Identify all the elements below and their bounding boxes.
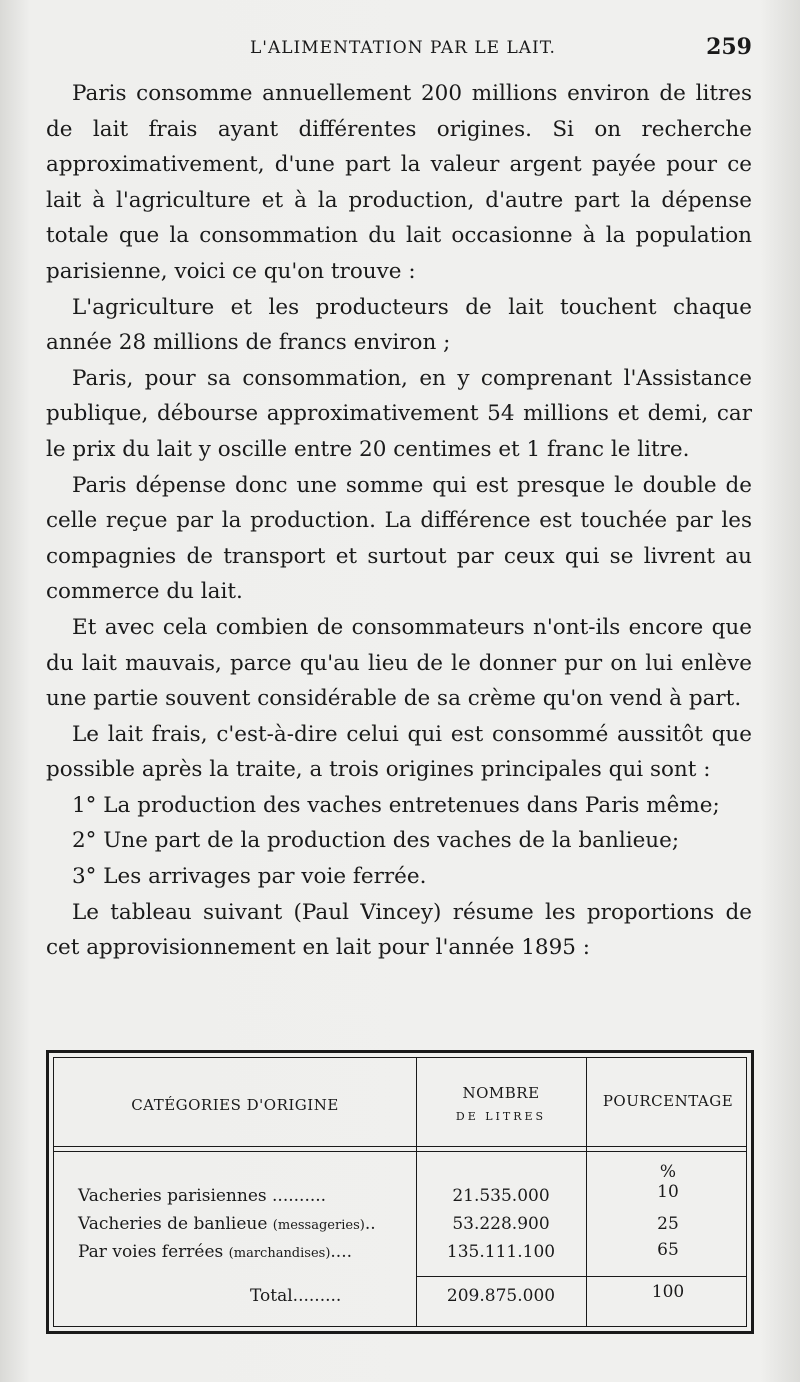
header-divider (54, 1151, 746, 1152)
header-percentage: POURCENTAGE (602, 1092, 734, 1110)
total-litres: 209.875.000 (446, 1286, 556, 1306)
total-divider (416, 1276, 746, 1277)
table-row-percent: 25 (657, 1214, 679, 1234)
list-item: 2° Une part de la production des vaches de la banlieue; (72, 828, 680, 854)
running-title: L'ALIMENTATION PAR LE LAIT. (250, 38, 556, 58)
list-item: 1° La production des vaches entretenues dans Paris même; (72, 792, 720, 818)
page-number: 259 (706, 34, 752, 60)
paragraph: Et avec cela combien de consommateurs n'ont-ils encore que du lait mauvais, parce qu'au lieu de le donner pur on lui enlève une partie souvent considérable de sa crème qu'on vend à part. (46, 614, 752, 712)
total-percent: 100 (651, 1282, 685, 1302)
table-row-label: Vacheries de banlieue (messageries).. (78, 1214, 376, 1234)
table-inner-frame (53, 1057, 747, 1327)
table-row-percent: 65 (657, 1240, 679, 1260)
table-row-litres: 135.111.100 (446, 1242, 556, 1262)
paragraph: Paris, pour sa consommation, en y comprenant l'Assistance publique, débourse approximativement 54 millions et demi, car le prix du lait y oscille entre 20 centimes et 1 franc le litre. (46, 365, 752, 462)
list-item: 3° Les arrivages par voie ferrée. (72, 864, 427, 890)
header-divider (54, 1146, 746, 1147)
page-header (48, 34, 758, 64)
paragraph: Le tableau suivant (Paul Vincey) résume les proportions de cet approvisionnement en lait pour l'année 1895 : (46, 899, 752, 961)
header-category: CATÉGORIES D'ORIGINE (131, 1096, 339, 1114)
paragraph: Le lait frais, c'est-à-dire celui qui est consommé aussitôt que possible après la traite, a trois origines principales qui sont : (46, 721, 752, 783)
table-row-percent: 10 (657, 1182, 679, 1202)
paragraph: L'agriculture et les producteurs de lait touchent chaque année 28 millions de francs environ ; (46, 294, 752, 356)
table-row-litres: 53.228.900 (452, 1214, 550, 1234)
table-row-litres: 21.535.000 (452, 1186, 550, 1206)
paragraph: Paris dépense donc une somme qui est presque le double de celle reçue par la production. La différence est touchée par les compagnies de transport et surtout par ceux qui se livrent au commerce du lait. (46, 472, 752, 605)
header-number: NOMBRE (462, 1084, 540, 1102)
table-row-label: Vacheries parisiennes .......... (78, 1186, 327, 1206)
body-text (46, 76, 752, 966)
percent-symbol: % (659, 1162, 677, 1182)
total-label: Total......... (250, 1286, 342, 1306)
table-row-label: Par voies ferrées (marchandises).... (78, 1242, 353, 1262)
paragraph: Paris consomme annuellement 200 millions environ de litres de lait frais ayant différentes origines. Si on recherche approximativement, d'une part la valeur argent payée pour ce lait à l'agriculture et à la production, d'autre part la dépense totale que la consommation du lait occasionne à la population parisienne, voici ce qu'on trouve : (46, 81, 752, 284)
supply-table (46, 1050, 754, 1334)
header-number-sub: DE LITRES (455, 1110, 547, 1123)
